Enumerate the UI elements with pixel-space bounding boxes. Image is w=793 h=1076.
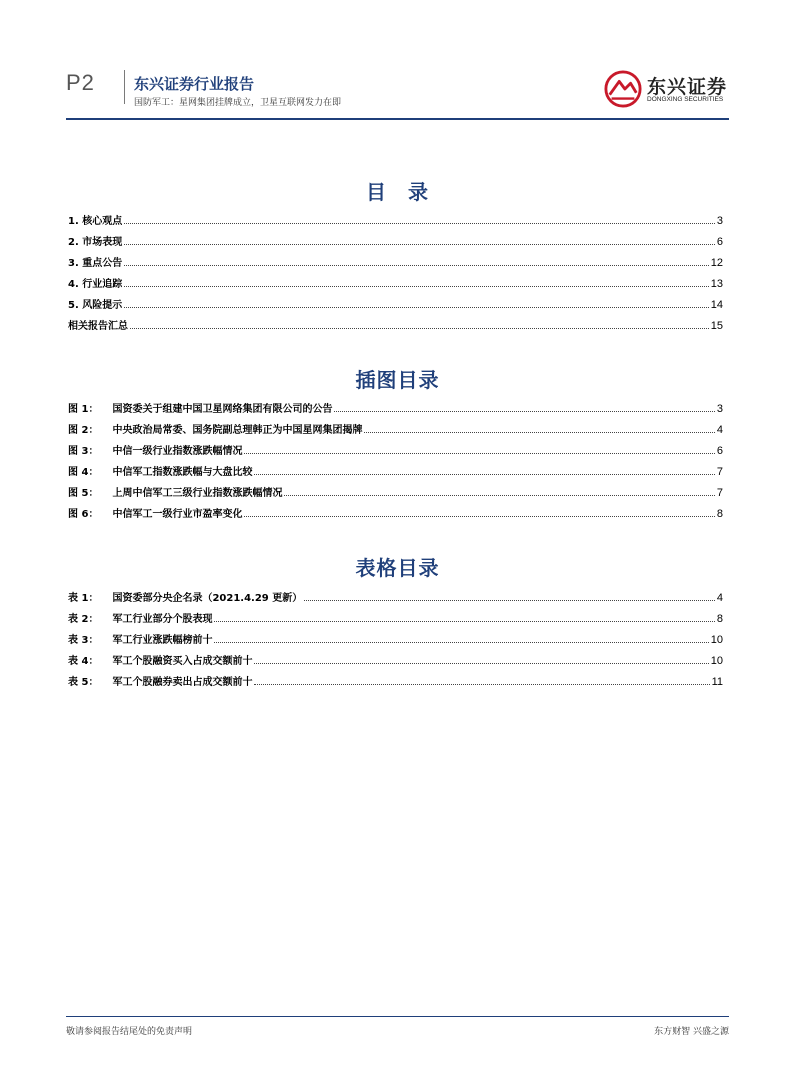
dot-leader <box>254 684 709 685</box>
figure-entry-number: 图 6： <box>68 509 99 520</box>
table-entry-label: 军工行业涨跌幅榜前十 <box>112 635 213 646</box>
tables-list <box>68 583 723 688</box>
figure-entry-label: 中信一级行业指数涨跌幅情况 <box>112 446 243 457</box>
toc-entry-page: 14 <box>710 299 723 311</box>
tables-title: 表格目录 <box>355 556 440 580</box>
dot-leader <box>254 474 714 475</box>
figure-entry-page: 8 <box>716 508 723 520</box>
figure-entry-page: 6 <box>716 445 723 457</box>
toc-entry-label: 5. 风险提示 <box>68 300 123 311</box>
dot-leader <box>244 516 714 517</box>
dot-leader <box>214 642 708 643</box>
header-separator <box>124 70 125 104</box>
table-entry-label: 军工行业部分个股表现 <box>112 614 213 625</box>
figure-entry-page: 7 <box>716 466 723 478</box>
figure-entry-number: 图 4： <box>68 467 99 478</box>
toc-entry-page: 6 <box>716 236 723 248</box>
toc-list <box>68 206 723 332</box>
toc-entry[interactable] <box>68 269 723 290</box>
table-entry-page: 8 <box>716 613 723 625</box>
toc-entry-page: 12 <box>710 257 723 269</box>
dot-leader <box>124 223 715 224</box>
logo-english-name: DONGXING SECURITIES <box>647 96 724 103</box>
table-entry-number: 表 2： <box>68 614 99 625</box>
figure-entry-page: 7 <box>716 487 723 499</box>
toc-entry-label: 2. 市场表现 <box>68 237 123 248</box>
table-entry-number: 表 4： <box>68 656 99 667</box>
logo-mark-icon <box>604 70 642 108</box>
dot-leader <box>124 286 709 287</box>
table-entry[interactable] <box>68 604 723 625</box>
figure-entry-label: 中信军工一级行业市盈率变化 <box>112 509 243 520</box>
toc-entry-page: 13 <box>710 278 723 290</box>
toc-entry-page: 3 <box>716 215 723 227</box>
table-entry-number: 表 1： <box>68 593 99 604</box>
report-subtitle: 国防军工：星网集团挂牌成立，卫星互联网发力在即 <box>134 98 342 108</box>
footer-disclaimer: 敬请参阅报告结尾处的免责声明 <box>66 1027 193 1037</box>
dot-leader <box>244 453 714 454</box>
dot-leader <box>254 663 708 664</box>
toc-entry-label: 3. 重点公告 <box>68 258 123 269</box>
dot-leader <box>124 307 709 308</box>
figure-entry[interactable] <box>68 499 723 520</box>
figure-entry-label: 国资委关于组建中国卫星网络集团有限公司的公告 <box>112 404 333 415</box>
figure-entry[interactable] <box>68 478 723 499</box>
dot-leader <box>130 328 709 329</box>
table-entry-label: 国资委部分央企名录（2021.4.29 更新） <box>112 593 303 604</box>
figure-entry-page: 3 <box>716 403 723 415</box>
figure-entry-label: 中信军工指数涨跌幅与大盘比较 <box>112 467 253 478</box>
dot-leader <box>334 411 714 412</box>
figure-entry-number: 图 2： <box>68 425 99 436</box>
table-entry[interactable] <box>68 667 723 688</box>
figure-entry-label: 中央政治局常委、国务院副总理韩正为中国星网集团揭牌 <box>112 425 363 436</box>
table-entry-label: 军工个股融券卖出占成交额前十 <box>112 677 253 688</box>
toc-entry-label: 4. 行业追踪 <box>68 279 123 290</box>
figure-entry-number: 图 5： <box>68 488 99 499</box>
toc-entry-label: 1. 核心观点 <box>68 216 123 227</box>
table-entry-number: 表 5： <box>68 677 99 688</box>
toc-entry-page: 15 <box>710 320 723 332</box>
table-entry-page: 11 <box>711 676 723 688</box>
figure-entry[interactable] <box>68 415 723 436</box>
table-entry-number: 表 3： <box>68 635 99 646</box>
toc-entry[interactable] <box>68 248 723 269</box>
table-entry[interactable] <box>68 646 723 667</box>
figure-entry-number: 图 1： <box>68 404 99 415</box>
figure-entry-number: 图 3： <box>68 446 99 457</box>
toc-entry[interactable] <box>68 206 723 227</box>
dot-leader <box>304 600 715 601</box>
table-entry[interactable] <box>68 583 723 604</box>
dot-leader <box>284 495 714 496</box>
dot-leader <box>124 265 709 266</box>
figure-entry[interactable] <box>68 436 723 457</box>
figures-title: 插图目录 <box>355 368 440 392</box>
dot-leader <box>214 621 714 622</box>
figure-entry-page: 4 <box>716 424 723 436</box>
company-logo <box>604 70 730 110</box>
table-entry[interactable] <box>68 625 723 646</box>
toc-entry[interactable] <box>68 290 723 311</box>
footer-rule <box>66 1016 729 1017</box>
toc-entry[interactable] <box>68 227 723 248</box>
toc-entry[interactable] <box>68 311 723 332</box>
logo-chinese-name: 东兴证券 <box>647 76 728 98</box>
figure-entry-label: 上周中信军工三级行业指数涨跌幅情况 <box>112 488 283 499</box>
table-entry-page: 4 <box>716 592 723 604</box>
table-entry-label: 军工个股融资买入占成交额前十 <box>112 656 253 667</box>
figures-list <box>68 394 723 520</box>
table-entry-page: 10 <box>710 634 723 646</box>
footer-slogan: 东方财智 兴盛之源 <box>654 1027 729 1037</box>
figure-entry[interactable] <box>68 394 723 415</box>
toc-entry-label: 相关报告汇总 <box>68 321 128 332</box>
table-entry-page: 10 <box>710 655 723 667</box>
dot-leader <box>364 432 714 433</box>
figure-entry[interactable] <box>68 457 723 478</box>
toc-title: 目 录 <box>366 180 429 204</box>
header-rule <box>66 118 729 120</box>
report-type-title: 东兴证券行业报告 <box>134 75 255 93</box>
page-number: P2 <box>66 70 95 95</box>
dot-leader <box>124 244 715 245</box>
